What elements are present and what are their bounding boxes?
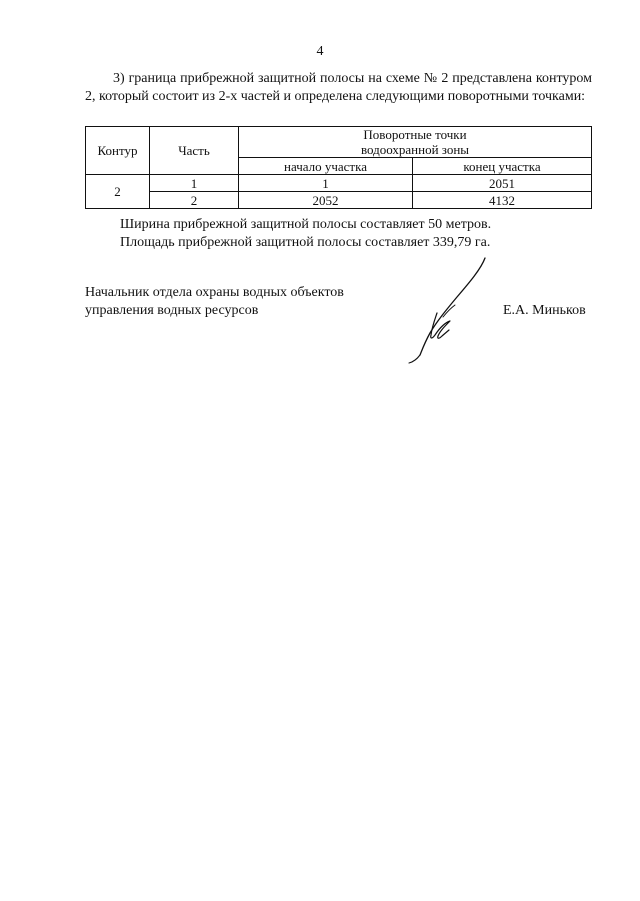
cell-start: 1 xyxy=(239,175,413,192)
strip-width-text: Ширина прибрежной защитной полосы составляет 50 метров. xyxy=(120,217,492,232)
signer-name: Е.А. Миньков xyxy=(503,303,586,318)
header-part: Часть xyxy=(150,127,239,175)
cell-end: 2051 xyxy=(413,175,592,192)
header-section-end: конец участка xyxy=(413,158,592,175)
header-turning-points-line2: водоохранной зоны xyxy=(360,142,470,157)
strip-area-text: Площадь прибрежной защитной полосы составляет 339,79 га. xyxy=(120,235,491,250)
page-number: 4 xyxy=(316,44,324,59)
header-turning-points xyxy=(239,127,592,158)
table-row xyxy=(86,175,592,192)
cell-part: 2 xyxy=(150,192,239,209)
signer-title xyxy=(85,284,344,320)
cell-end: 4132 xyxy=(413,192,592,209)
header-turning-points-line1: Поворотные точки xyxy=(363,127,467,142)
intro-paragraph: 3) граница прибрежной защитной полосы на схеме № 2 представлена контуром 2, который состоит из 2-х частей и определена следующими поворотными точками: xyxy=(85,71,592,104)
header-section-start: начало участка xyxy=(239,158,413,175)
cell-start: 2052 xyxy=(239,192,413,209)
table-row xyxy=(86,192,592,209)
header-contour: Контур xyxy=(86,127,150,175)
signer-title-line2: управления водных ресурсов xyxy=(85,303,259,318)
signature-icon xyxy=(403,255,493,365)
signer-title-line1: Начальник отдела охраны водных объектов xyxy=(85,285,344,300)
cell-part: 1 xyxy=(150,175,239,192)
turning-points-table xyxy=(85,126,592,209)
cell-contour: 2 xyxy=(86,175,150,209)
table-header-row xyxy=(86,127,592,158)
